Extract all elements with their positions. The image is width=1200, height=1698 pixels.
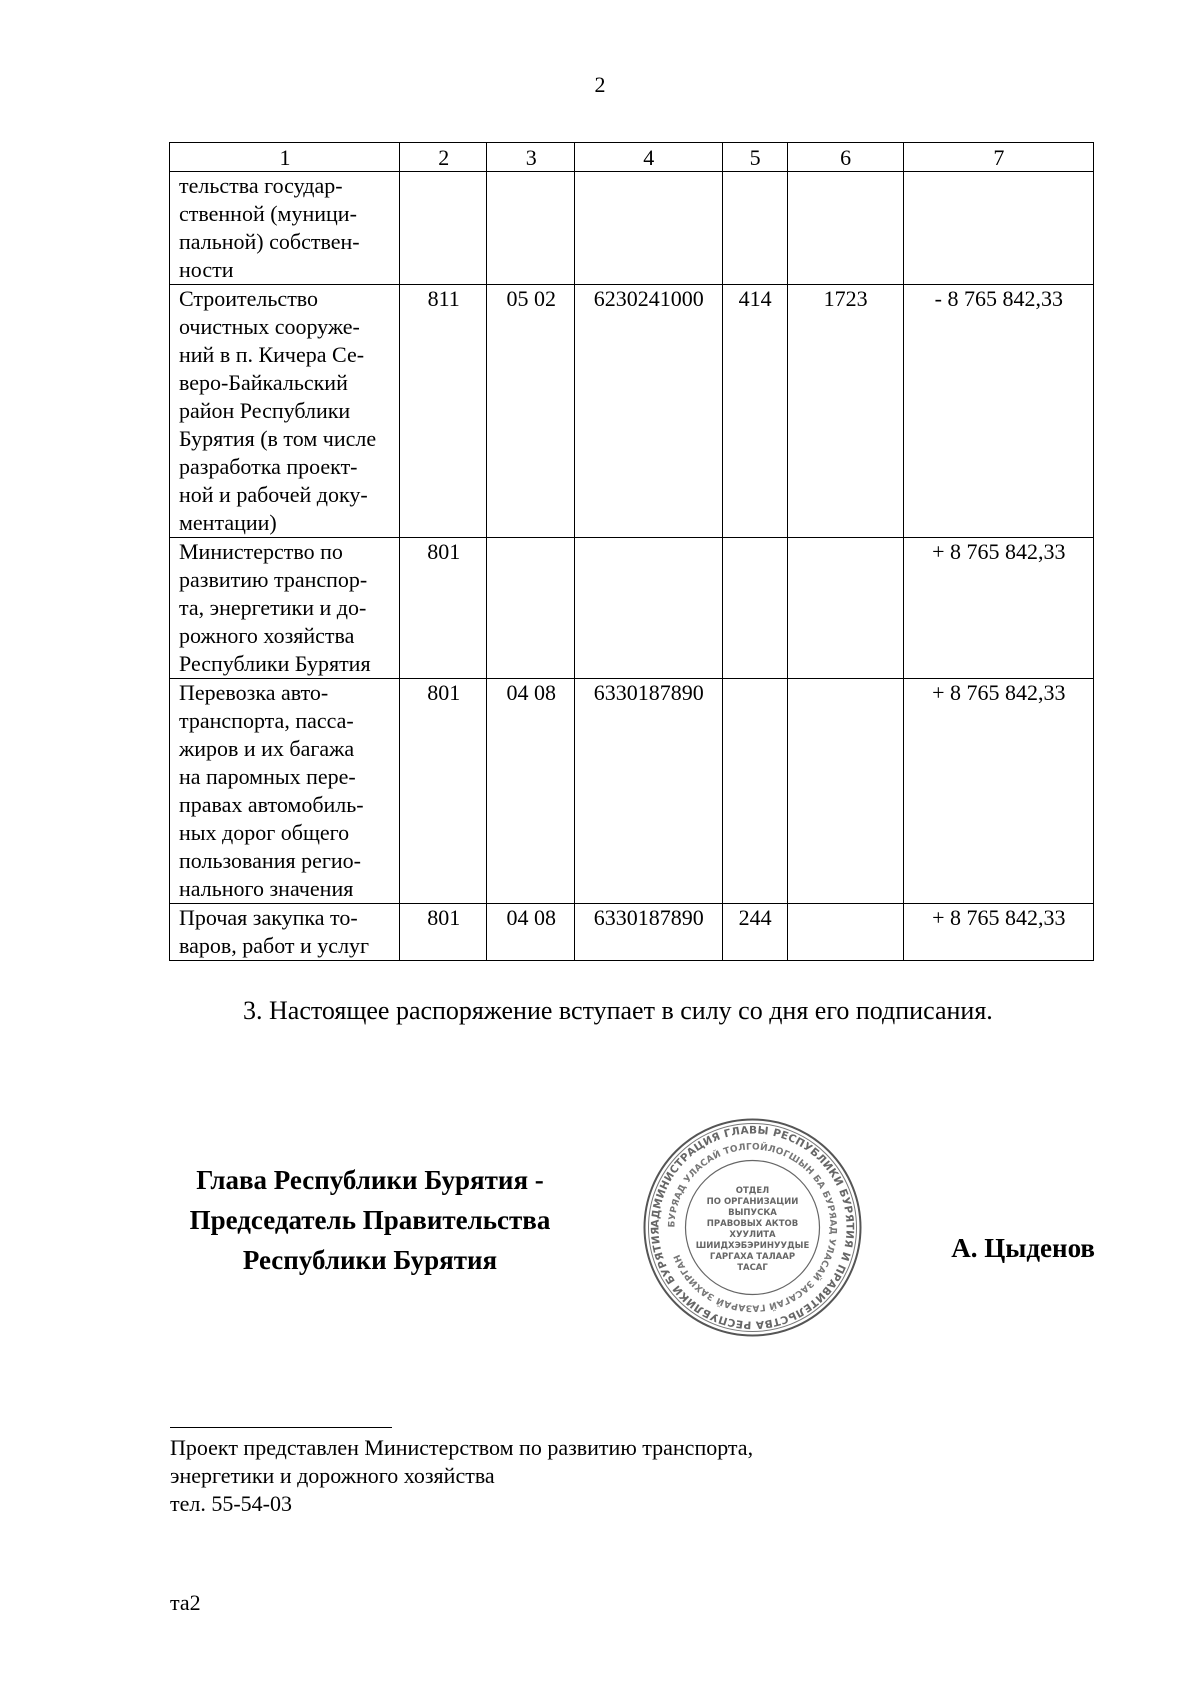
column-header: 4 (574, 143, 722, 172)
target-code-cell: 6330187890 (574, 679, 722, 904)
seal-center-line: ПО ОРГАНИЗАЦИИ (706, 1197, 799, 1207)
row-name-cell: Прочая закупка то- варов, работ и услуг (170, 904, 400, 961)
table-row (170, 285, 1094, 538)
column-header: 1 (170, 143, 400, 172)
signatory-title-line: Республики Бурятия (242, 1245, 498, 1275)
footnote-line: Проект представлен Министерством по развитию транспорта, (170, 1435, 754, 1460)
column-header: 2 (399, 143, 487, 172)
seal-center-line: ВЫПУСКА (728, 1208, 777, 1218)
footnote-line: энергетики и дорожного хозяйства (170, 1463, 495, 1488)
ministry-code-cell: 801 (399, 904, 487, 961)
target-code-cell: 6330187890 (574, 904, 722, 961)
signatory-title (150, 1160, 590, 1280)
row-name-cell: Строительство очистных сооруже- ний в п. Кичера Се- веро-Байкальский район Республики Бурятия (в том числе разработка проект- ной и рабочей доку- ментации) (170, 285, 400, 538)
seal-center-line: ОТДЕЛ (735, 1186, 770, 1196)
funding-code-cell (787, 538, 903, 679)
table-row (170, 172, 1094, 285)
seal-center-line: ПРАВОВЫХ АКТОВ (706, 1219, 799, 1229)
column-header: 3 (487, 143, 575, 172)
row-name-cell: Перевозка авто- транспорта, пасса- жиров и их багажа на паромных пере- правах автомобиль- ных дорог общего пользования регио- нального значения (170, 679, 400, 904)
budget-table (169, 142, 1094, 961)
seal-center-line: ШИИДХЭБЭРИНУУДЫЕ (695, 1241, 810, 1251)
table-row (170, 679, 1094, 904)
amount-cell: + 8 765 842,33 (903, 538, 1093, 679)
signatory-title-line: Глава Республики Бурятия - (196, 1165, 544, 1195)
signatory-name: А. Цыденов (951, 1233, 1095, 1263)
section-code-cell (487, 538, 575, 679)
section-code-cell: 04 08 (487, 679, 575, 904)
seal-inner-text: БУРЯАД УЛАСАЙ ТОЛГОЙЛОГШЫН БА БУРЯАД УЛАСАЙ ЗАСАГАЙ ГАЗАРАЙ ЗАХИРГАН (667, 1142, 838, 1313)
target-code-cell (574, 538, 722, 679)
table-header-row (170, 143, 1094, 172)
clause-text: 3. Настоящее распоряжение вступает в силу со дня его подписания. (243, 996, 993, 1025)
table-row (170, 904, 1094, 961)
page-number: 2 (594, 72, 606, 97)
signatory-title-line: Председатель Правительства (189, 1205, 551, 1235)
section-code-cell: 05 02 (487, 285, 575, 538)
expense-type-cell: 244 (722, 904, 787, 961)
seal-outer-text: АДМИНИСТРАЦИЯ ГЛАВЫ РЕСПУБЛИКИ БУРЯТИЯ И ПРАВИТЕЛЬСТВА РЕСПУБЛИКИ БУРЯТИЯ (649, 1124, 856, 1331)
table-row (170, 538, 1094, 679)
target-code-cell (574, 172, 722, 285)
amount-cell: + 8 765 842,33 (903, 904, 1093, 961)
document-code: та2 (170, 1590, 201, 1615)
column-header: 5 (722, 143, 787, 172)
funding-code-cell (787, 904, 903, 961)
seal-center-line: ГАРГАХА ТАЛААР (709, 1252, 796, 1262)
ministry-code-cell: 801 (399, 538, 487, 679)
expense-type-cell (722, 172, 787, 285)
amount-cell: - 8 765 842,33 (903, 285, 1093, 538)
funding-code-cell (787, 172, 903, 285)
funding-code-cell: 1723 (787, 285, 903, 538)
ministry-code-cell: 801 (399, 679, 487, 904)
table-body (170, 172, 1094, 961)
section-code-cell (487, 172, 575, 285)
expense-type-cell (722, 538, 787, 679)
footnote-line: тел. 55-54-03 (170, 1491, 293, 1516)
ministry-code-cell: 811 (399, 285, 487, 538)
column-header: 7 (903, 143, 1093, 172)
row-name-cell: тельства государ- ственной (муници- пальной) собствен- ности (170, 172, 400, 285)
amount-cell: + 8 765 842,33 (903, 679, 1093, 904)
amount-cell (903, 172, 1093, 285)
footnote (170, 1434, 753, 1518)
official-seal (640, 1115, 865, 1340)
target-code-cell: 6230241000 (574, 285, 722, 538)
column-header: 6 (787, 143, 903, 172)
section-code-cell: 04 08 (487, 904, 575, 961)
expense-type-cell (722, 679, 787, 904)
footnote-divider (170, 1427, 392, 1428)
ministry-code-cell (399, 172, 487, 285)
row-name-cell: Министерство по развитию транспор- та, энергетики и до- рожного хозяйства Республики Бурятия (170, 538, 400, 679)
seal-center-line: ТАСАГ (737, 1263, 768, 1273)
seal-center-line: ХУУЛИТА (729, 1230, 776, 1240)
funding-code-cell (787, 679, 903, 904)
expense-type-cell: 414 (722, 285, 787, 538)
